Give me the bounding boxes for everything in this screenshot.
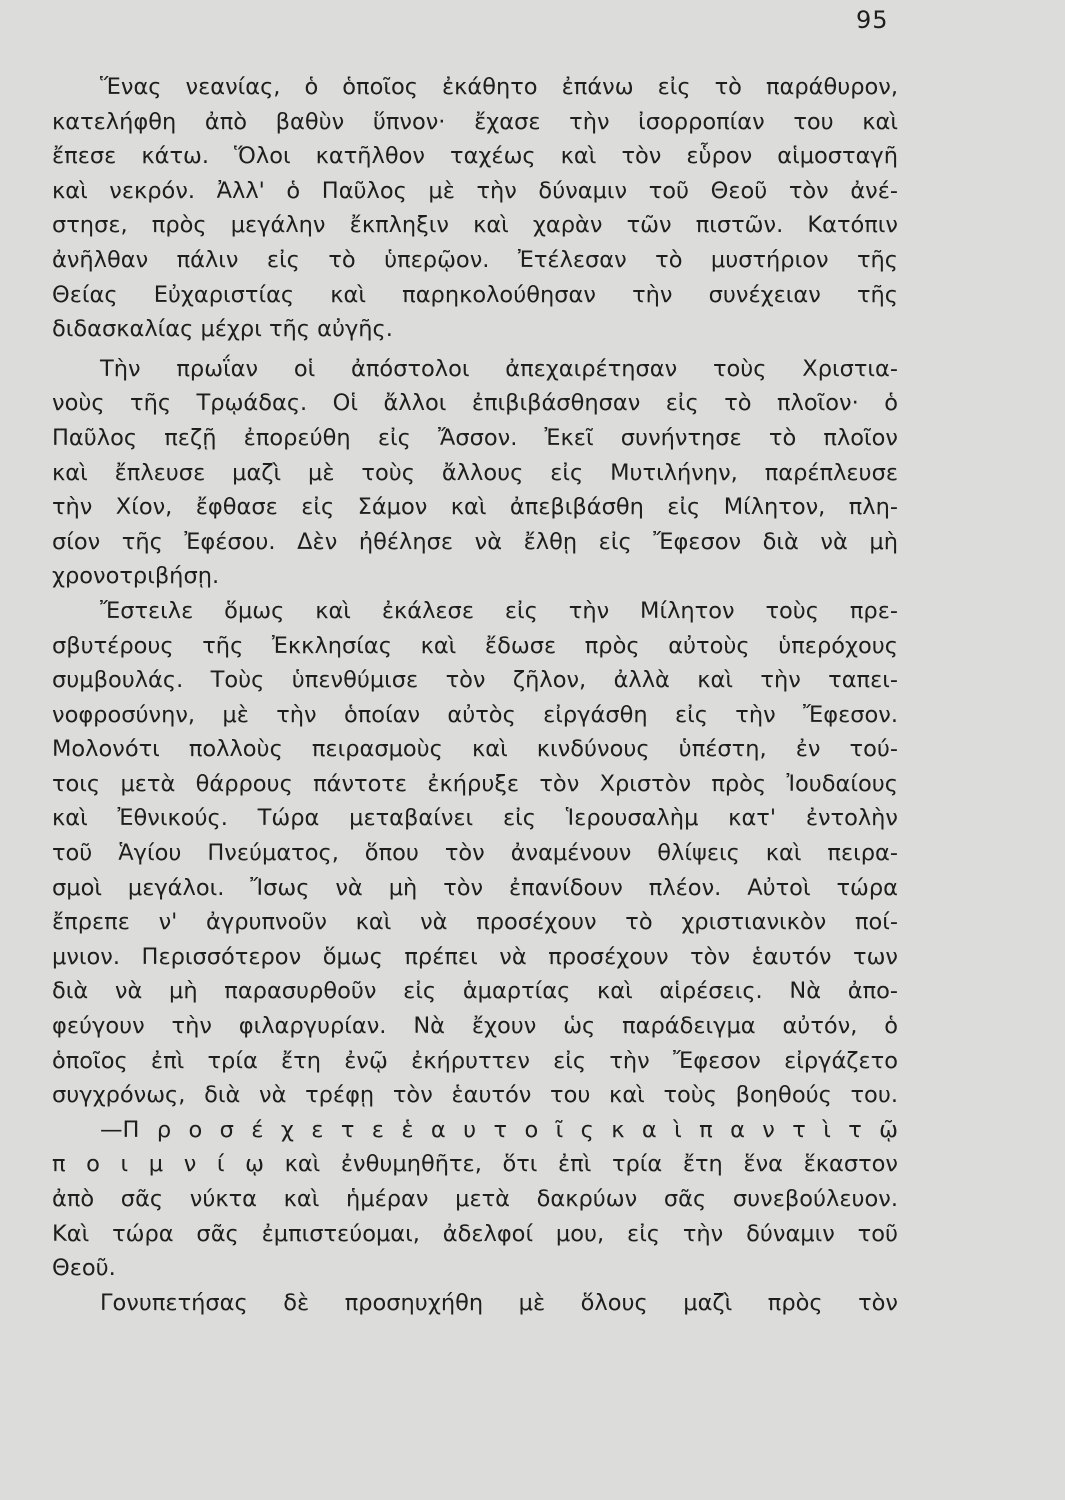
text-line: καὶ νεκρόν. Ἀλλ' ὁ Παῦλος μὲ τὴν δύναμιν τοῦ Θεοῦ τὸν ἀνέ- bbox=[52, 177, 898, 204]
text-line: Θεοῦ. bbox=[52, 1255, 116, 1282]
paragraph-2 bbox=[52, 352, 898, 594]
text-line: Μολονότι πολλοὺς πειρασμοὺς καὶ κινδύνους ὑπέστη, ἐν τού- bbox=[52, 736, 898, 763]
text-line: —Π ρ ο σ έ χ ε τ ε ἑ α υ τ ο ῖ ς κ α ὶ π α ν τ ὶ τ ῷ bbox=[100, 1116, 898, 1143]
text-line: συγχρόνως, διὰ νὰ τρέφῃ τὸν ἑαυτόν του καὶ τοὺς βοηθούς του. bbox=[52, 1082, 898, 1109]
text-line: Θείας Εὐχαριστίας καὶ παρηκολούθησαν τὴν συνέχειαν τῆς bbox=[52, 281, 898, 308]
paragraph-3 bbox=[52, 594, 898, 1113]
text-line: διδασκαλίας μέχρι τῆς αὐγῆς. bbox=[52, 316, 393, 343]
text-line: Γονυπετήσας δὲ προσηυχήθη μὲ ὅλους μαζὶ πρὸς τὸν bbox=[100, 1289, 898, 1316]
text-line: ἀπὸ σᾶς νύκτα καὶ ἡμέραν μετὰ δακρύων σᾶς συνεβούλευον. bbox=[52, 1186, 898, 1212]
text-line: Ἔστειλε ὅμως καὶ ἐκάλεσε εἰς τὴν Μίλητον τοὺς πρε- bbox=[100, 597, 898, 624]
text-line: νοφροσύνην, μὲ τὴν ὁποίαν αὐτὸς εἰργάσθη εἰς τὴν Ἔφεσον. bbox=[52, 701, 898, 728]
body-text bbox=[52, 70, 898, 1320]
text-line: ἔπρεπε ν' ἀγρυπνοῦν καὶ νὰ προσέχουν τὸ χριστιανικὸν ποί- bbox=[52, 909, 898, 936]
text-line: π ο ι μ ν ί ῳ καὶ ἐνθυμηθῆτε, ὅτι ἐπὶ τρία ἔτη ἕνα ἕκαστον bbox=[52, 1151, 898, 1178]
text-line: ἀνῆλθαν πάλιν εἰς τὸ ὑπερῷον. Ἐτέλεσαν τὸ μυστήριον τῆς bbox=[52, 246, 898, 273]
text-line: τοις μετὰ θάρρους πάντοτε ἐκήρυξε τὸν Χριστὸν πρὸς Ἰουδαίους bbox=[52, 770, 898, 797]
text-line: διὰ νὰ μὴ παρασυρθοῦν εἰς ἁμαρτίας καὶ αἱρέσεις. Νὰ ἀπο- bbox=[52, 978, 898, 1005]
text-line: ὁποῖος ἐπὶ τρία ἔτη ἐνῷ ἐκήρυττεν εἰς τὴν Ἔφεσον εἰργάζετο bbox=[52, 1047, 898, 1074]
text-line: σβυτέρους τῆς Ἐκκλησίας καὶ ἔδωσε πρὸς αὐτοὺς ὑπερόχους bbox=[52, 632, 898, 659]
text-line: συμβουλάς. Τοὺς ὑπενθύμισε τὸν ζῆλον, ἀλλὰ καὶ τὴν ταπει- bbox=[52, 667, 898, 694]
text-line: σίον τῆς Ἐφέσου. Δὲν ἠθέλησε νὰ ἔλθῃ εἰς Ἔφεσον διὰ νὰ μὴ bbox=[52, 528, 898, 555]
text-line: ἔπεσε κάτω. Ὅλοι κατῆλθον ταχέως καὶ τὸν εὗρον αἱμοσταγῆ bbox=[52, 143, 898, 170]
text-line: στησε, πρὸς μεγάλην ἔκπληξιν καὶ χαρὰν τῶν πιστῶν. Κατόπιν bbox=[52, 212, 898, 239]
text-line: σμοὶ μεγάλοι. Ἴσως νὰ μὴ τὸν ἐπανίδουν πλέον. Αὐτοὶ τώρα bbox=[52, 874, 898, 901]
text-line: κατελήφθη ἀπὸ βαθὺν ὕπνον· ἔχασε τὴν ἰσορροπίαν του καὶ bbox=[52, 108, 898, 135]
text-line: νοὺς τῆς Τρῳάδας. Οἱ ἄλλοι ἐπιβιβάσθησαν εἰς τὸ πλοῖον· ὁ bbox=[52, 390, 898, 417]
text-line: φεύγουν τὴν φιλαργυρίαν. Νὰ ἔχουν ὡς παράδειγμα αὐτόν, ὁ bbox=[52, 1013, 898, 1040]
text-line: τοῦ Ἁγίου Πνεύματος, ὅπου τὸν ἀναμένουν θλίψεις καὶ πειρα- bbox=[52, 840, 898, 867]
text-line: τὴν Χίον, ἔφθασε εἰς Σάμον καὶ ἀπεβιβάσθη εἰς Μίλητον, πλη- bbox=[52, 494, 898, 521]
text-line: Παῦλος πεζῇ ἐπορεύθη εἰς Ἄσσον. Ἐκεῖ συνήντησε τὸ πλοῖον bbox=[52, 424, 898, 451]
page-number: 95 bbox=[856, 6, 889, 34]
text-line: Ἕνας νεανίας, ὁ ὁποῖος ἐκάθητο ἐπάνω εἰς τὸ παράθυρον, bbox=[100, 74, 898, 100]
text-line: καὶ ἔπλευσε μαζὶ μὲ τοὺς ἄλλους εἰς Μυτιλήνην, παρέπλευσε bbox=[52, 459, 898, 486]
paragraph-5 bbox=[52, 1286, 898, 1321]
text-line: Καὶ τώρα σᾶς ἐμπιστεύομαι, ἀδελφοί μου, εἰς τὴν δύναμιν τοῦ bbox=[52, 1220, 898, 1247]
text-line: Τὴν πρωΐαν οἱ ἀπόστολοι ἀπεχαιρέτησαν τοὺς Χριστια- bbox=[100, 355, 898, 382]
text-line: μνιον. Περισσότερον ὅμως πρέπει νὰ προσέχουν τὸν ἑαυτόν των bbox=[52, 943, 898, 970]
paragraph-1 bbox=[52, 70, 898, 347]
text-line: χρονοτριβήσῃ. bbox=[52, 563, 220, 590]
text-line: καὶ Ἐθνικούς. Τώρα μεταβαίνει εἰς Ἱερουσαλὴμ κατ' ἐντολὴν bbox=[52, 805, 898, 832]
paragraph-4-quote bbox=[52, 1113, 898, 1286]
